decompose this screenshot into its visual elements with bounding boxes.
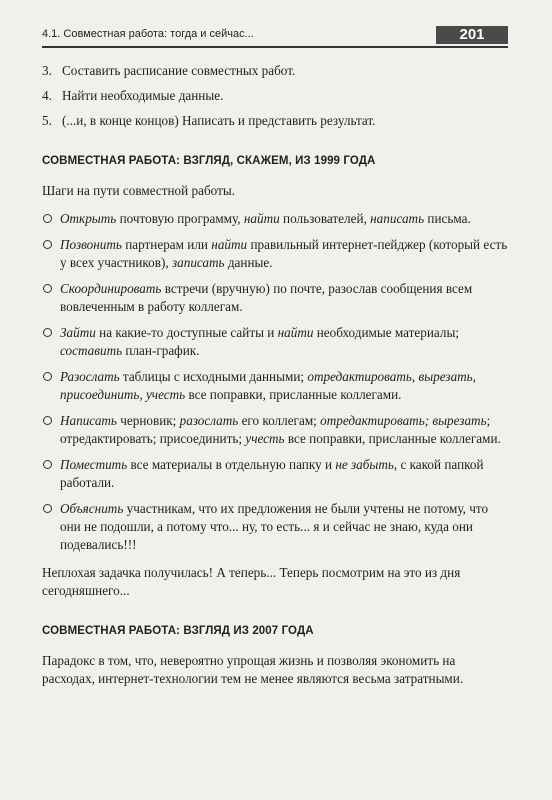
bullet-text: все поправки, присланные коллегами.: [185, 387, 402, 402]
emphasized-verb: найти: [211, 237, 248, 252]
running-header: [42, 26, 508, 46]
circle-bullet-icon: [43, 240, 52, 249]
emphasized-verb: Позвонить: [60, 237, 122, 252]
section-heading-2007: СОВМЕСТНАЯ РАБОТА: ВЗГЛЯД ИЗ 2007 ГОДА: [42, 625, 314, 637]
emphasized-verb: не забыть: [335, 457, 394, 472]
emphasized-verb: учесть: [245, 431, 285, 446]
bullet-text: партнерам или: [121, 237, 212, 252]
page-content: [42, 62, 508, 698]
emphasized-verb: составить: [60, 343, 123, 358]
page-number: 201: [436, 26, 508, 44]
circle-bullet-icon: [43, 416, 52, 425]
emphasized-verb: отредактировать; вырезать: [320, 413, 487, 428]
circle-bullet-icon: [43, 328, 52, 337]
emphasized-verb: Открыть: [60, 211, 117, 226]
bullet-text: пользователей,: [279, 211, 371, 226]
bullet-item: [42, 210, 508, 228]
bullet-text: на какие-то доступные сайты и: [95, 325, 278, 340]
section-intro: Шаги на пути совместной работы.: [42, 183, 235, 198]
bullet-text: письма.: [424, 211, 471, 226]
bullet-item: [42, 412, 508, 448]
step-item: 3. Составить расписание совместных работ.: [42, 63, 296, 78]
bullet-text: встречи (вручную) по почте, разослав сообщения всем вовлеченным в работу коллегам.: [60, 281, 473, 314]
bullet-text: все материалы в отдельную папку и: [127, 457, 336, 472]
bullet-text: правильный интернет-пейджер (который есть у всех участников),: [60, 237, 508, 270]
step-item: 4. Найти необходимые данные.: [42, 88, 224, 103]
bullet-text: план-график.: [122, 343, 200, 358]
bullet-item: [42, 236, 508, 272]
bullet-text: таблицы с исходными данными;: [119, 369, 308, 384]
after-list-paragraph: Неплохая задачка получилась! А теперь... Теперь посмотрим на это из дня сегодняшнего...: [42, 565, 461, 598]
bullet-text: черновик;: [116, 413, 180, 428]
section-heading-1999: СОВМЕСТНАЯ РАБОТА: ВЗГЛЯД, СКАЖЕМ, ИЗ 1999 ГОДА: [42, 155, 376, 167]
section-2007-paragraph: Парадокс в том, что, невероятно упрощая жизнь и позволяя экономить на расходах, интернет-технологии тем не менее являются весьма затратными.: [42, 653, 464, 686]
bullet-text: , с какой папкой работали.: [60, 457, 484, 490]
emphasized-verb: Разослать: [60, 369, 120, 384]
emphasized-verb: Скоординировать: [60, 281, 162, 296]
bullet-text: ; отредактировать; присоединить;: [60, 413, 491, 446]
bullet-item: [42, 500, 508, 554]
emphasized-verb: отредактировать, вырезать, присоединить, учесть: [60, 369, 476, 402]
bullet-item: [42, 324, 508, 360]
circle-bullet-icon: [43, 214, 52, 223]
chapter-title: 4.1. Совместная работа: тогда и сейчас...: [42, 28, 254, 40]
bullet-text: почтовую программу,: [116, 211, 244, 226]
bullet-text: его коллегам;: [238, 413, 321, 428]
circle-bullet-icon: [43, 372, 52, 381]
emphasized-verb: написать: [370, 211, 425, 226]
circle-bullet-icon: [43, 460, 52, 469]
emphasized-verb: Объяснить: [60, 501, 124, 516]
emphasized-verb: Зайти: [60, 325, 96, 340]
bullet-text: все поправки, присланные коллегами.: [284, 431, 501, 446]
bullet-item: [42, 280, 508, 316]
bullet-text: необходимые материалы;: [313, 325, 459, 340]
bullet-list: [42, 210, 508, 554]
circle-bullet-icon: [43, 504, 52, 513]
emphasized-verb: найти: [243, 211, 280, 226]
bullet-item: [42, 456, 508, 492]
numbered-steps: [42, 62, 508, 130]
bullet-item: [42, 368, 508, 404]
emphasized-verb: разослать: [179, 413, 239, 428]
emphasized-verb: записать: [171, 255, 225, 270]
bullet-text: данные.: [224, 255, 273, 270]
header-rule: [42, 46, 508, 48]
circle-bullet-icon: [43, 284, 52, 293]
emphasized-verb: Поместить: [60, 457, 128, 472]
emphasized-verb: найти: [277, 325, 314, 340]
bullet-text: участникам, что их предложения не были учтены не потому, что они не подошли, а потому что... ну, то есть... я и сейчас не знаю, куда они подевались!!!: [60, 501, 489, 552]
emphasized-verb: Написать: [60, 413, 117, 428]
step-item: 5. (...и, в конце концов) Написать и представить результат.: [42, 113, 376, 128]
